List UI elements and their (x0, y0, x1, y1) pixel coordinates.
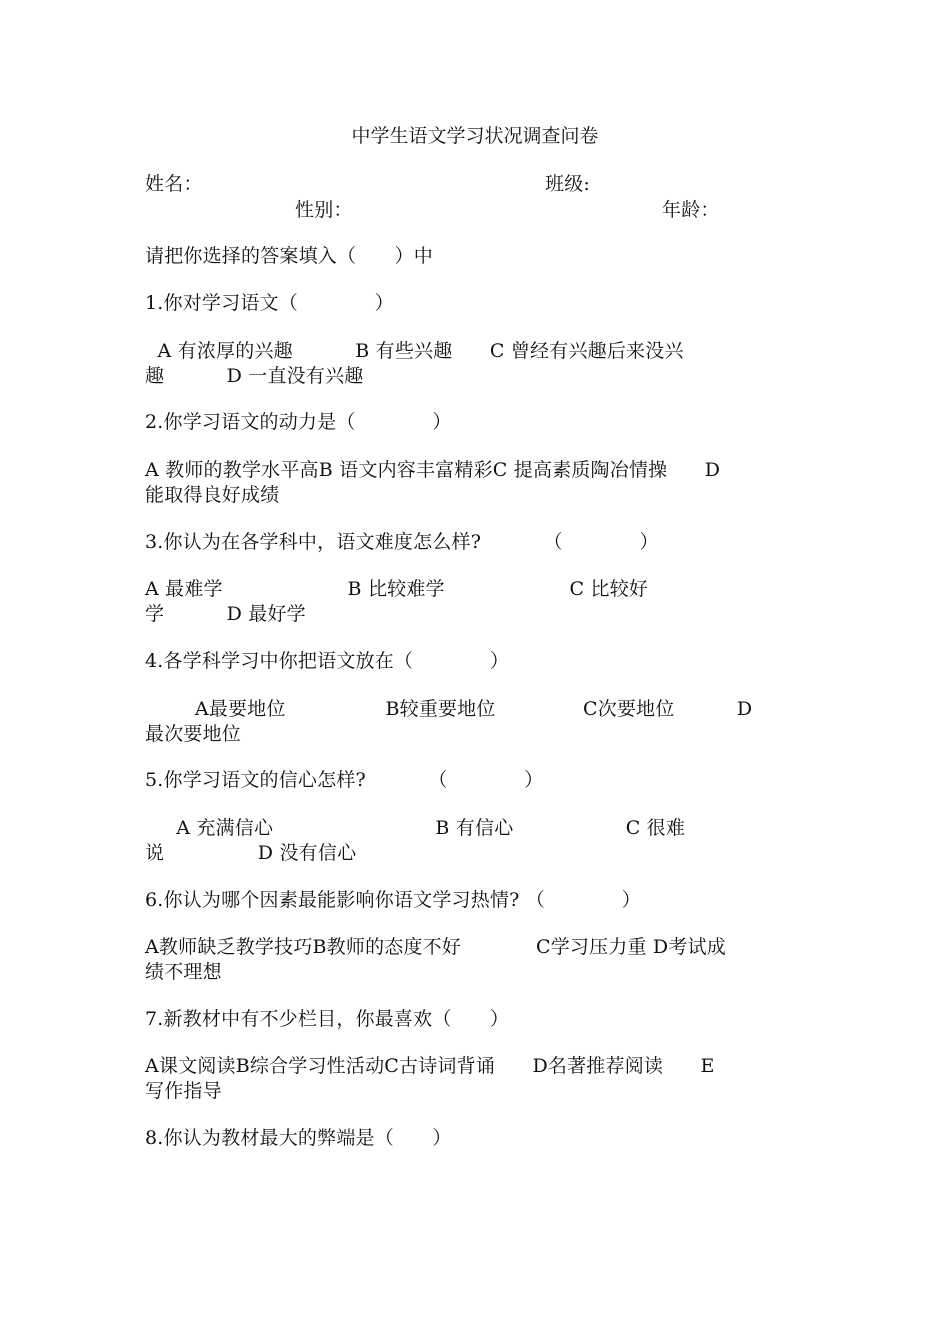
question-4-options-cont: 最次要地位 (145, 723, 242, 745)
question-6-options: A教师缺乏教学技巧B教师的态度不好 C学习压力重 D考试成 (145, 936, 726, 958)
question-1-stem: 1.你对学习语文（ ） (145, 292, 394, 314)
question-8-stem: 8.你认为教材最大的弊端是（ ） (145, 1127, 452, 1149)
age-label: 年龄： (662, 199, 720, 221)
name-label: 姓名： (145, 173, 203, 195)
question-7-options: A课文阅读B综合学习性活动C古诗词背诵 D名著推荐阅读 E (145, 1055, 715, 1077)
question-6-stem: 6.你认为哪个因素最能影响你语文学习热情? （ ） (145, 889, 641, 911)
question-3-options: A 最难学 B 比较难学 C 比较好 (145, 578, 649, 600)
question-7-stem: 7.新教材中有不少栏目，你最喜欢（ ） (145, 1008, 510, 1030)
question-1-options-cont: 趣 D 一直没有兴趣 (145, 365, 364, 387)
question-2-stem: 2.你学习语文的动力是（ ） (145, 411, 452, 433)
question-1-options: A 有浓厚的兴趣 B 有些兴趣 C 曾经有兴趣后来没兴 (145, 340, 684, 362)
instruction-text: 请把你选择的答案填入（ ）中 (145, 245, 434, 267)
class-label: 班级: (545, 173, 591, 195)
question-4-options: A最要地位 B较重要地位 C次要地位 D (145, 698, 753, 720)
question-5-stem: 5.你学习语文的信心怎样? （ ） (145, 769, 544, 791)
question-2-options: A 教师的教学水平高B 语文内容丰富精彩C 提高素质陶冶情操 D (145, 459, 721, 481)
question-4-stem: 4.各学科学习中你把语文放在（ ） (145, 650, 510, 672)
question-5-options: A 充满信心 B 有信心 C 很难 (145, 817, 686, 839)
question-6-options-cont: 绩不理想 (145, 961, 222, 983)
document-title: 中学生语文学习状况调查问卷 (351, 125, 599, 147)
question-2-options-cont: 能取得良好成绩 (145, 484, 280, 506)
question-3-stem: 3.你认为在各学科中，语文难度怎么样? （ ） (145, 531, 659, 553)
question-5-options-cont: 说 D 没有信心 (145, 842, 357, 864)
question-7-options-cont: 写作指导 (145, 1080, 222, 1102)
question-3-options-cont: 学 D 最好学 (145, 603, 306, 625)
gender-label: 性别： (295, 199, 353, 221)
